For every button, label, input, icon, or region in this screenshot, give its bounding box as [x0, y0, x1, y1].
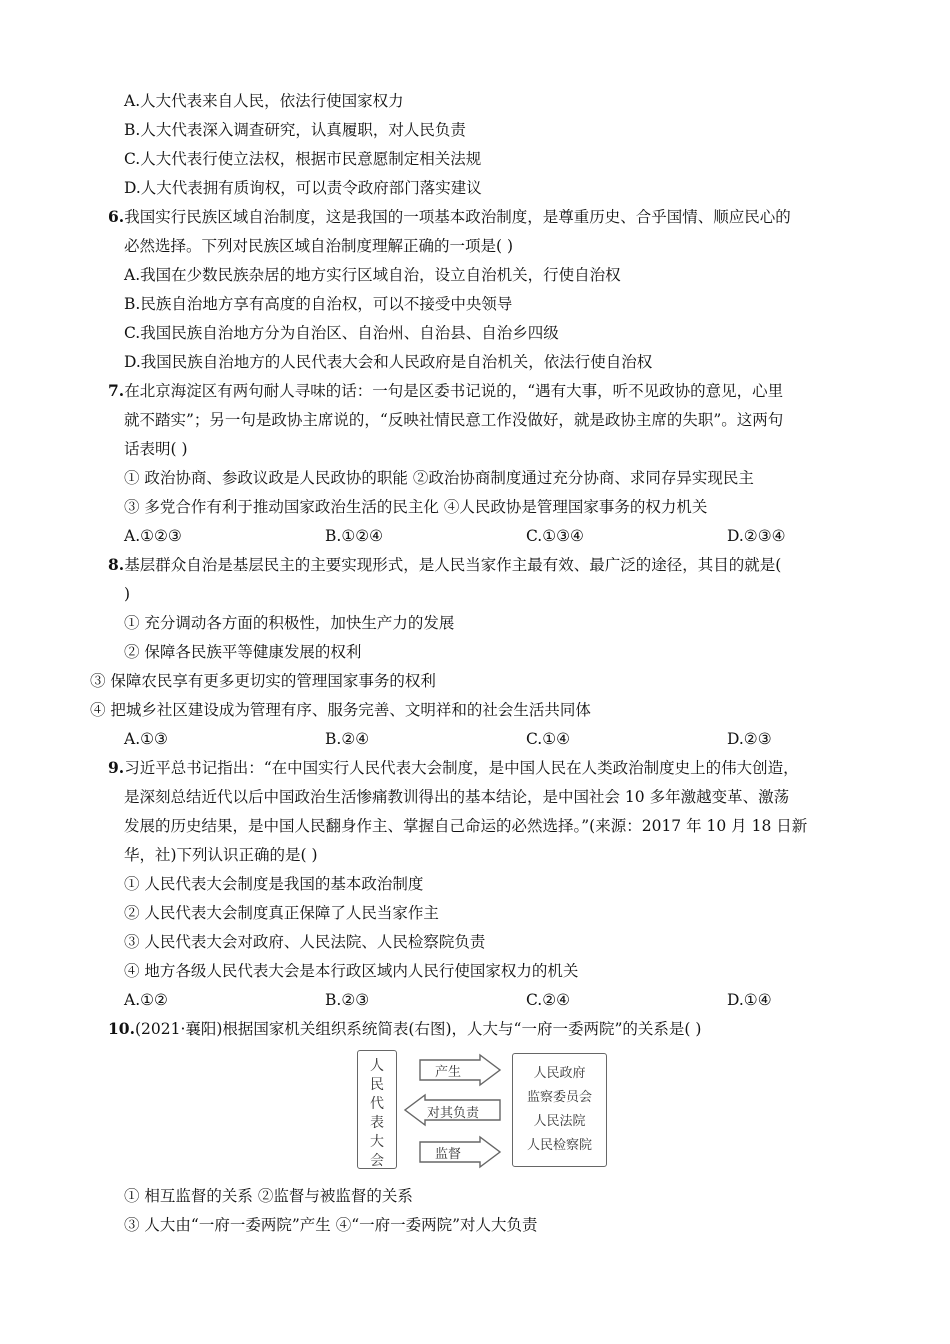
q9-stem-line-4: 华，社)下列认识正确的是( ) — [124, 846, 318, 864]
q10-stem-line — [108, 1019, 701, 1039]
q8-stem-line-1 — [108, 555, 781, 575]
q8-statement-4: ④ 把城乡社区建设成为管理有序、服务完善、文明祥和的社会生活共同体 — [90, 701, 591, 719]
q9-choice-d: D.①④ — [727, 991, 772, 1009]
q6-option-c: C.我国民族自治地方分为自治区、自治州、自治县、自治乡四级 — [124, 324, 559, 342]
q9-choice-a: A.①② — [124, 991, 168, 1009]
q9-statement-1: ① 人民代表大会制度是我国的基本政治制度 — [124, 875, 424, 893]
organ-procuratorate: 人民检察院 — [526, 1138, 592, 1153]
q7-choice-a: A.①②③ — [124, 527, 182, 545]
q7-stem-line-1 — [108, 381, 783, 401]
q7-statement-line-2: ③ 多党合作有利于推动国家政治生活的民主化 ④人民政协是管理国家事务的权力机关 — [124, 498, 708, 516]
npc-char-1: 人 — [370, 1058, 384, 1074]
q8-number: 8. — [108, 555, 125, 574]
supervise-arrow-label: 监督 — [435, 1147, 462, 1162]
q7-stem-text-1: 在北京海淀区有两句耐人寻味的话：一句是区委书记说的，“遇有大事，听不见政协的意见，心里 — [124, 382, 784, 400]
q6-option-a: A.我国在少数民族杂居的地方实行区域自治，设立自治机关，行使自治权 — [124, 266, 621, 284]
npc-char-3: 代 — [370, 1096, 384, 1112]
q9-choice-b: B.②③ — [325, 991, 370, 1009]
q5-option-c: C.人大代表行使立法权，根据市民意愿制定相关法规 — [124, 150, 482, 168]
q5-option-a: A.人大代表来自人民，依法行使国家权力 — [124, 92, 404, 110]
q9-stem-line-3: 发展的历史结果，是中国人民翻身作主、掌握自己命运的必然选择。”(来源：2017 年 10 月 18 日新 — [124, 817, 808, 835]
organ-government: 人民政府 — [533, 1066, 586, 1081]
q9-stem-line-1 — [108, 758, 799, 778]
q8-stem-text-1: 基层群众自治是基层民主的主要实现形式，是人民当家作主最有效、最广泛的途径，其目的就是( — [124, 556, 782, 574]
q9-statement-4: ④ 地方各级人民代表大会是本行政区域内人民行使国家权力的机关 — [124, 962, 579, 980]
q8-statement-2: ② 保障各民族平等健康发展的权利 — [124, 643, 362, 661]
q9-stem-text-1: 习近平总书记指出：“在中国实行人民代表大会制度，是中国人民在人类政治制度史上的伟大创造， — [124, 759, 799, 777]
q6-option-b: B.民族自治地方享有高度的自治权，可以不接受中央领导 — [124, 295, 513, 313]
q7-statement-line-1: ① 政治协商、参政议政是人民政协的职能 ②政治协商制度通过充分协商、求同存异实现民主 — [124, 469, 754, 487]
q9-statement-3: ③ 人民代表大会对政府、人民法院、人民检察院负责 — [124, 933, 486, 951]
q8-statement-1: ① 充分调动各方面的积极性，加快生产力的发展 — [124, 614, 455, 632]
q10-statement-line-1: ① 相互监督的关系 ②监督与被监督的关系 — [124, 1187, 413, 1205]
organ-court: 人民法院 — [533, 1114, 586, 1129]
q7-choice-c: C.①③④ — [526, 527, 584, 545]
npc-relationship-diagram — [355, 1045, 610, 1170]
produce-arrow-label: 产生 — [435, 1065, 462, 1080]
q6-stem-text-1: 我国实行民族区域自治制度，这是我国的一项基本政治制度，是尊重历史、合乎国情、顺应民心的 — [124, 208, 791, 226]
q7-stem-line-3: 话表明( ) — [124, 440, 188, 458]
q9-stem-line-2: 是深刻总结近代以后中国政治生活惨痛教训得出的基本结论，是中国社会 10 多年激越变革、激荡 — [124, 788, 790, 806]
npc-char-5: 大 — [370, 1134, 384, 1150]
q7-choice-d: D.②③④ — [727, 527, 786, 545]
q5-option-b: B.人大代表深入调查研究，认真履职，对人民负责 — [124, 121, 466, 139]
q9-choice-c: C.②④ — [526, 991, 571, 1009]
q7-stem-line-2: 就不踏实”；另一句是政协主席说的，“反映社情民意工作没做好，就是政协主席的失职”。这两句 — [124, 411, 784, 429]
q10-statement-line-2: ③ 人大由“一府一委两院”产生 ④“一府一委两院”对人大负责 — [124, 1216, 538, 1234]
q8-statement-3: ③ 保障农民享有更多更切实的管理国家事务的权利 — [90, 672, 436, 690]
q10-number: 10. — [108, 1019, 135, 1038]
npc-char-6: 会 — [370, 1153, 384, 1169]
q8-choice-b: B.②④ — [325, 730, 370, 748]
q6-stem-line-2: 必然选择。下列对民族区域自治制度理解正确的一项是( ) — [124, 237, 514, 255]
npc-char-4: 表 — [370, 1115, 384, 1131]
q8-choice-c: C.①④ — [526, 730, 571, 748]
government-organs-box — [512, 1053, 607, 1167]
q9-number: 9. — [108, 758, 125, 777]
q7-choice-b: B.①②④ — [325, 527, 384, 545]
responsible-arrow-label: 对其负责 — [427, 1106, 480, 1121]
q7-number: 7. — [108, 381, 125, 400]
q6-stem-line-1 — [108, 207, 791, 227]
q8-stem-line-2: ) — [124, 585, 131, 603]
q9-statement-2: ② 人民代表大会制度真正保障了人民当家作主 — [124, 904, 439, 922]
q10-stem-text: (2021·襄阳)根据国家机关组织系统简表(右图)，人大与“一府一委两院”的关系是( ) — [134, 1020, 702, 1038]
q5-option-d: D.人大代表拥有质询权，可以责令政府部门落实建议 — [124, 179, 482, 197]
q8-choice-a: A.①③ — [124, 730, 168, 748]
q8-choice-d: D.②③ — [727, 730, 772, 748]
npc-char-2: 民 — [370, 1077, 384, 1093]
organ-supervisory-commission: 监察委员会 — [526, 1090, 592, 1105]
q6-number: 6. — [108, 207, 125, 226]
q6-option-d: D.我国民族自治地方的人民代表大会和人民政府是自治机关，依法行使自治权 — [124, 353, 653, 371]
